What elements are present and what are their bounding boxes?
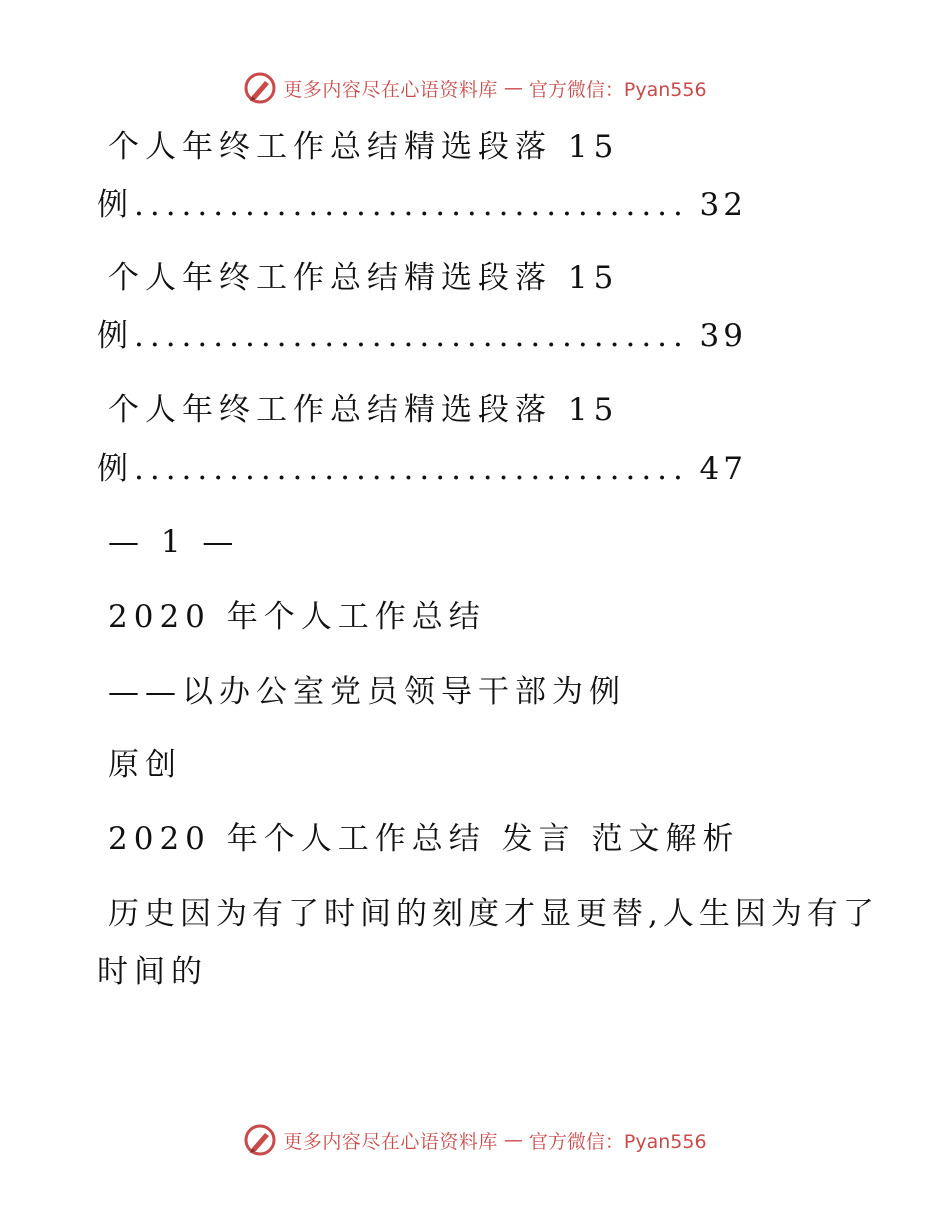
watermark-text: 更多内容尽在心语资料库	[283, 1130, 498, 1153]
paragraph-line: 历史因为有了时间的刻度才显更替,人生因为有了	[108, 896, 879, 932]
watermark-text: 更多内容尽在心语资料库	[283, 78, 498, 101]
toc-entry-title: 个人年终工作总结精选段落 15	[108, 129, 620, 165]
toc-page-number: 47	[699, 451, 747, 487]
toc-entry-lead: 例	[97, 318, 134, 354]
toc-entry-lead: 例	[97, 451, 134, 487]
paragraph-line: 时间的	[97, 954, 208, 990]
toc-entry-leader[interactable]	[97, 449, 747, 489]
document-title: 2020 年个人工作总结	[108, 599, 486, 635]
page-number-marker: — 1 —	[108, 524, 240, 560]
toc-dot-leader: ...................................	[134, 187, 689, 223]
watermark-separator: —	[503, 77, 523, 99]
toc-entry-title: 个人年终工作总结精选段落 15	[108, 260, 620, 296]
toc-dot-leader: ...................................	[134, 451, 689, 487]
toc-entry-title: 个人年终工作总结精选段落 15	[108, 392, 620, 428]
document-tags: 2020 年个人工作总结 发言 范文解析	[108, 821, 740, 857]
pen-logo-icon	[243, 1123, 277, 1157]
watermark-wechat: 官方微信：Pyan556	[528, 78, 707, 101]
toc-entry-leader[interactable]	[97, 185, 747, 225]
toc-page-number: 39	[699, 318, 747, 354]
toc-page-number: 32	[699, 187, 747, 223]
toc-entry-lead: 例	[97, 187, 134, 223]
pen-logo-icon	[243, 71, 277, 105]
original-label: 原创	[108, 747, 182, 783]
toc-dot-leader: ...................................	[134, 318, 689, 354]
document-subtitle: ——以办公室党员领导干部为例	[108, 674, 626, 710]
header-watermark	[0, 70, 950, 106]
watermark-separator: —	[503, 1129, 523, 1151]
footer-watermark	[0, 1122, 950, 1158]
watermark-wechat: 官方微信：Pyan556	[528, 1130, 707, 1153]
toc-entry-leader[interactable]	[97, 316, 747, 356]
